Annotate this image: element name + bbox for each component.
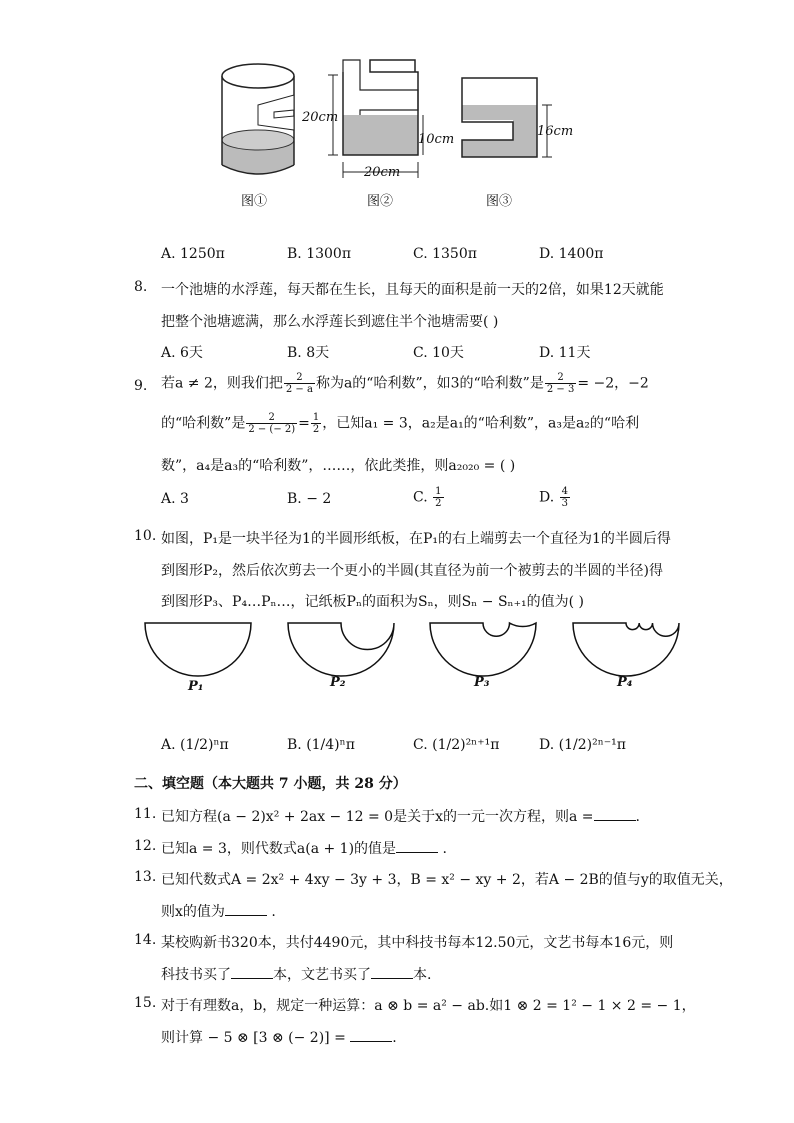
label-p4: P₄ — [617, 675, 633, 690]
q7-option-d: D. 1400π — [539, 246, 604, 262]
shape-p4 — [573, 623, 679, 676]
q10-number: 10. — [134, 528, 157, 544]
q8-option-d: D. 11天 — [539, 345, 591, 361]
fraction-2-over-2-minus-neg2: $\frac{2}{2 - (- 2)}$ — [248, 412, 296, 435]
label-16cm-height: 16cm — [537, 124, 574, 139]
q14-line-1: 某校购新书320本，共付4490元，其中科技书每本12.50元，文艺书每本16元，则 — [161, 935, 674, 951]
q9-text-1b: 称为a的“哈利数”，如3的“哈利数”是 — [315, 375, 544, 392]
q9-line-3: 数”，a₄是a₃的“哈利数”，……，依此类推，则a₂₀₂₀ = ( ) — [161, 458, 516, 474]
q15-line-2: 则计算 − 5 ⊗ [3 ⊗ (− 2)] = . — [161, 1030, 397, 1046]
cross-section-figure-3 — [462, 78, 552, 157]
q11-line: 已知方程(a − 2)x² + 2ax − 12 = 0是关于x的一元一次方程，则a = . — [161, 809, 640, 825]
q12-answer-blank[interactable] — [396, 839, 438, 853]
q8-option-a: A. 6天 — [161, 345, 203, 361]
q15-number: 15. — [134, 995, 157, 1011]
q7-option-a: A. 1250π — [161, 246, 225, 262]
q12-line: 已知a = 3，则代数式a(a + 1)的值是 . — [161, 841, 447, 857]
fraction-2-over-2-minus-a: $\frac{2}{2 - a}$ — [285, 372, 313, 395]
q9-option-b: B. − 2 — [287, 491, 332, 507]
label-10cm-height: 10cm — [418, 132, 455, 147]
q13-number: 13. — [134, 869, 157, 885]
q10-option-b: B. (1/4)ⁿπ — [287, 737, 355, 753]
q8-option-c: C. 10天 — [413, 345, 464, 361]
label-p3: P₃ — [474, 675, 490, 690]
q9-option-d: D. $\frac{4}{3}$ — [539, 486, 569, 509]
q14-line-2: 科技书买了 本，文艺书买了 本. — [161, 967, 432, 983]
q13-answer-blank[interactable] — [225, 902, 267, 916]
q10-line-3: 到图形P₃、P₄…Pₙ…，记纸板Pₙ的面积为Sₙ，则Sₙ − Sₙ₊₁的值为( ) — [161, 594, 584, 610]
q10-line-1: 如图，P₁是一块半径为1的半圆形纸板，在P₁的右上端剪去一个直径为1的半圆后得 — [161, 531, 671, 547]
section-heading-fill-in: 二、填空题（本大题共 7 小题，共 28 分） — [134, 776, 407, 792]
q9-text-1a: 若a ≠ 2，则我们把 — [161, 375, 283, 392]
q8-number: 8. — [134, 279, 148, 295]
shape-p2 — [288, 623, 394, 676]
q10-option-a: A. (1/2)ⁿπ — [161, 737, 229, 753]
q11-number: 11. — [134, 806, 157, 822]
q8-line-2: 把整个池塘遮满，那么水浮莲长到遮住半个池塘需要( ) — [161, 314, 499, 330]
q9-text-2b: = — [298, 415, 310, 432]
q7-option-b: B. 1300π — [287, 246, 352, 262]
q9-text-2a: 的“哈利数”是 — [161, 415, 246, 432]
shape-p1 — [145, 623, 251, 676]
q9-option-c: C. $\frac{1}{2}$ — [413, 486, 442, 509]
caption-figure-2: 图② — [367, 194, 394, 209]
q15-line-1: 对于有理数a，b，规定一种运算：a ⊗ b = a² − ab.如1 ⊗ 2 = 1² − 1 × 2 = − 1， — [161, 998, 696, 1014]
fraction-2-over-2-minus-3: $\frac{2}{2 - 3}$ — [546, 372, 575, 395]
q9-text-2c: ，已知a₁ = 3，a₂是a₁的“哈利数”，a₃是a₂的“哈利 — [322, 415, 640, 432]
cylinder-diagram — [222, 64, 294, 174]
q9-line-2 — [161, 412, 639, 435]
q10-option-c: C. (1/2)²ⁿ⁺¹π — [413, 737, 500, 753]
semicircle-sequence-diagram — [140, 615, 690, 695]
q15-answer-blank[interactable] — [350, 1028, 392, 1042]
cross-section-figure-2 — [328, 60, 423, 178]
label-p2: P₂ — [330, 675, 346, 690]
q12-number: 12. — [134, 838, 157, 854]
caption-figure-3: 图③ — [486, 194, 513, 209]
fraction-1-over-2: $\frac{1}{2}$ — [312, 412, 320, 435]
q8-option-b: B. 8天 — [287, 345, 330, 361]
q10-option-d: D. (1/2)²ⁿ⁻¹π — [539, 737, 626, 753]
q14-answer-blank-1[interactable] — [231, 965, 273, 979]
q14-number: 14. — [134, 932, 157, 948]
caption-figure-1: 图① — [241, 194, 268, 209]
q11-answer-blank[interactable] — [594, 807, 636, 821]
label-20cm-height: 20cm — [302, 110, 339, 125]
label-p1: P₁ — [188, 679, 204, 694]
q8-line-1: 一个池塘的水浮莲，每天都在生长，且每天的面积是前一天的2倍，如果12天就能 — [161, 282, 664, 298]
q14-answer-blank-2[interactable] — [371, 965, 413, 979]
label-20cm-width: 20cm — [364, 165, 401, 180]
q10-line-2: 到图形P₂，然后依次剪去一个更小的半圆(其直径为前一个被剪去的半圆的半径)得 — [161, 563, 663, 579]
q9-line-1 — [161, 372, 649, 395]
q9-text-1c: = −2，−2 — [577, 375, 649, 392]
q9-option-a: A. 3 — [161, 491, 189, 507]
shape-p3 — [430, 623, 536, 676]
q9-number: 9. — [134, 378, 148, 394]
q13-line-2: 则x的值为 . — [161, 904, 276, 920]
q7-option-c: C. 1350π — [413, 246, 477, 262]
q13-line-1: 已知代数式A = 2x² + 4xy − 3y + 3，B = x² − xy + 2，若A − 2B的值与y的取值无关， — [161, 872, 733, 888]
